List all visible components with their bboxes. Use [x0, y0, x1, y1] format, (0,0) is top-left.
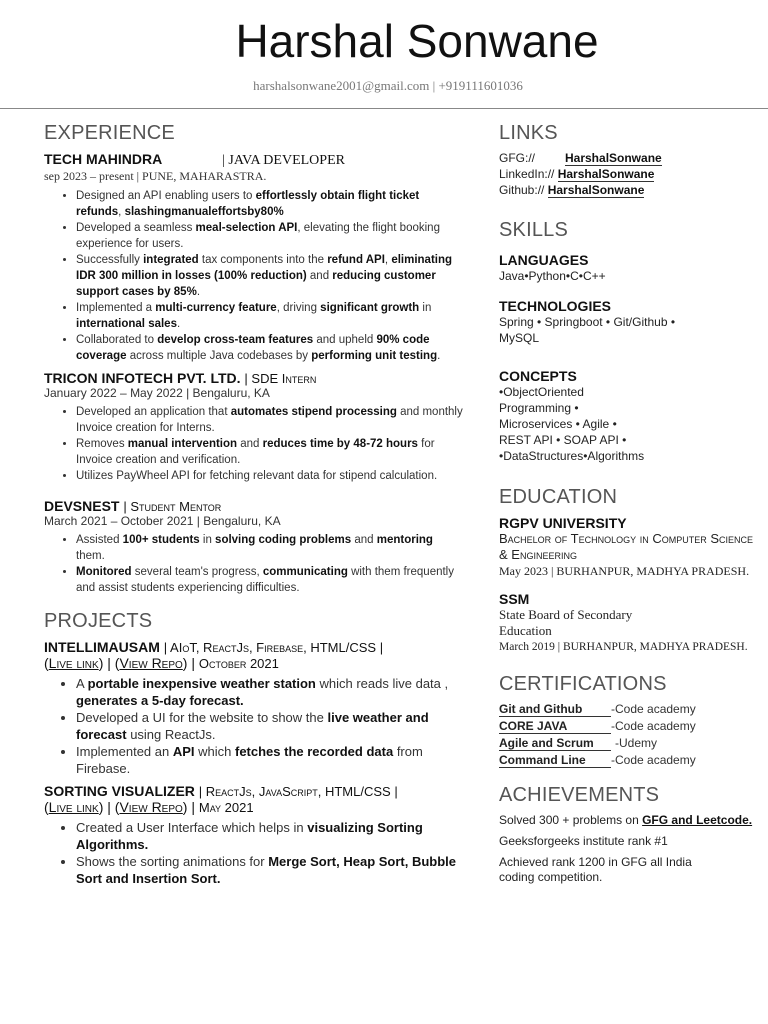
technologies-text: Spring • Springboot • Git/Github • MySQL	[499, 315, 676, 345]
job-bullets	[44, 188, 464, 364]
list-item: • Utilizes PayWheel API for fetching relevant data for stipend calculation.	[76, 468, 464, 484]
right-column	[499, 118, 761, 891]
list-item: • Designed an API enabling users to effortlessly obtain flight ticket refunds, slashingmanualeffortsby80%	[76, 188, 464, 220]
list-item: • Developed an application that automates stipend processing and monthly Invoice creation for Interns.	[76, 404, 464, 436]
achievement-item: Geeksforgeeks institute rank #1	[499, 834, 668, 848]
school-name: RGPV UNIVERSITY	[499, 515, 627, 531]
linkedin-link[interactable]: HarshalSonwane	[557, 167, 655, 181]
resume-name: Harshal Sonwane	[235, 15, 599, 67]
project-bullets	[44, 675, 464, 777]
cert-provider: -Code academy	[611, 719, 696, 733]
experience-heading: EXPERIENCE	[44, 122, 175, 144]
languages-text: Java•Python•C•C++	[499, 269, 606, 283]
project-tech: | ReactJs, JavaScript, HTML/CSS |	[198, 784, 398, 799]
project-date: October 2021	[198, 656, 279, 671]
list-item: • Removes manual intervention and reduces time by 48-72 hours for Invoice creation and verification.	[76, 436, 464, 468]
link-row	[499, 151, 761, 165]
job-header	[44, 370, 464, 386]
job-org: TRICON INFOTECH PVT. LTD.	[44, 370, 241, 386]
repo-link[interactable]: View Repo	[119, 655, 183, 671]
project-tech: | AIoT, ReactJs, Firebase, HTML/CSS |	[163, 640, 384, 655]
project-header: INTELLIMAUSAM | AIoT, ReactJs, Firebase, HTML/CSS | (Live link) | (View Repo) | October 2021	[44, 639, 384, 671]
cert-provider: -Udemy	[615, 736, 658, 750]
job-role: | SDE Intern	[244, 371, 317, 386]
list-item: • A portable inexpensive weather station which reads live data , generates a 5-day forecast.	[76, 675, 464, 709]
job-header	[44, 498, 464, 514]
contact-line: harshalsonwane2001@gmail.com | +919111601036	[253, 78, 523, 93]
header-divider	[0, 108, 768, 109]
cert-name: Git and Github	[499, 702, 611, 717]
job-dates: January 2022 – May 2022 | Bengaluru, KA	[44, 386, 270, 400]
link-row	[499, 167, 761, 181]
achievement-text: Solved 300 + problems on	[499, 813, 643, 827]
list-item: • Successfully integrated tax components into the refund API, eliminating IDR 300 million in losses (100% reduction) and reducing customer support cases by 85%.	[76, 252, 464, 300]
project-name: SORTING VISUALIZER	[44, 783, 195, 799]
project-name: INTELLIMAUSAM	[44, 639, 160, 655]
job-bullets	[44, 404, 464, 484]
education-dates: May 2023 | BURHANPUR, MADHYA PRADESH.	[499, 564, 750, 578]
languages-heading: LANGUAGES	[499, 252, 589, 268]
cert-row	[499, 753, 761, 768]
cert-name: Command Line	[499, 753, 611, 768]
job-bullets	[44, 532, 464, 596]
school-name: SSM	[499, 591, 530, 607]
link-label: GFG://	[499, 151, 535, 165]
degree-text: State Board of Secondary Education	[499, 607, 633, 638]
achievement-item	[499, 813, 761, 828]
education-heading: EDUCATION	[499, 486, 618, 508]
concepts-text: •ObjectOriented Programming • Microservices • Agile • REST API • SOAP API • •DataStructures•Algorithms	[499, 385, 645, 463]
job-dates: March 2021 – October 2021 | Bengaluru, KA	[44, 514, 281, 528]
concepts-heading: CONCEPTS	[499, 368, 577, 384]
project-bullets	[44, 819, 464, 887]
cert-provider: -Code academy	[611, 702, 696, 716]
repo-link[interactable]: View Repo	[119, 799, 183, 815]
achievement-item: Achieved rank 1200 in GFG all India coding competition.	[499, 855, 692, 884]
job-org: DEVSNEST	[44, 498, 120, 514]
live-link[interactable]: Live link	[48, 799, 99, 815]
list-item: • Developed a seamless meal-selection API, elevating the flight booking experience for users.	[76, 220, 464, 252]
github-link[interactable]: HarshalSonwane	[547, 183, 645, 197]
cert-row	[499, 702, 761, 717]
job-org: TECH MAHINDRA	[44, 151, 163, 167]
link-label: Github://	[499, 183, 545, 197]
degree-text: Bachelor of Technology in Computer Science & Engineering	[499, 531, 754, 562]
cert-name: CORE JAVA	[499, 719, 611, 734]
job-header	[44, 151, 464, 169]
link-label: LinkedIn://	[499, 167, 555, 181]
cert-name: Agile and Scrum	[499, 736, 611, 751]
cert-row	[499, 719, 761, 734]
job-role: | Student Mentor	[123, 499, 222, 514]
cert-row	[499, 736, 761, 751]
project-header: SORTING VISUALIZER | ReactJs, JavaScript, HTML/CSS | (Live link) | (View Repo) | May 2021	[44, 783, 398, 815]
list-item: • Implemented a multi-currency feature, driving significant growth in international sales.	[76, 300, 464, 332]
skills-heading: SKILLS	[499, 219, 569, 241]
job-dates: sep 2023 – present | PUNE, MAHARASTRA.	[44, 169, 267, 183]
list-item: • Shows the sorting animations for Merge Sort, Heap Sort, Bubble Sort and Insertion Sort.	[76, 853, 464, 887]
list-item: • Monitored several team's progress, communicating with them frequently and assist students experiencing difficulties.	[76, 564, 464, 596]
live-link[interactable]: Live link	[48, 655, 99, 671]
list-item: • Implemented an API which fetches the recorded data from Firebase.	[76, 743, 464, 777]
left-column	[44, 118, 464, 893]
list-item: • Assisted 100+ students in solving coding problems and mentoring them.	[76, 532, 464, 564]
project-date: May 2021	[198, 800, 254, 815]
link-row	[499, 183, 761, 197]
achievements-heading: ACHIEVEMENTS	[499, 784, 660, 806]
links-heading: LINKS	[499, 122, 558, 144]
certifications-heading: CERTIFICATIONS	[499, 673, 667, 695]
cert-provider: -Code academy	[611, 753, 696, 767]
list-item: • Collaborated to develop cross-team features and upheld 90% code coverage across multiple Java codebases by performing unit testing.	[76, 332, 464, 364]
list-item: • Developed a UI for the website to show the live weather and forecast using ReactJs.	[76, 709, 464, 743]
technologies-heading: TECHNOLOGIES	[499, 298, 612, 314]
education-dates: March 2019 | BURHANPUR, MADHYA PRADESH.	[499, 641, 748, 653]
projects-heading: PROJECTS	[44, 610, 153, 632]
list-item: • Created a User Interface which helps in visualizing Sorting Algorithms.	[76, 819, 464, 853]
job-role: | JAVA DEVELOPER	[222, 153, 345, 168]
achievement-highlight: GFG and Leetcode.	[642, 813, 753, 827]
gfg-link[interactable]: HarshalSonwane	[565, 151, 662, 165]
